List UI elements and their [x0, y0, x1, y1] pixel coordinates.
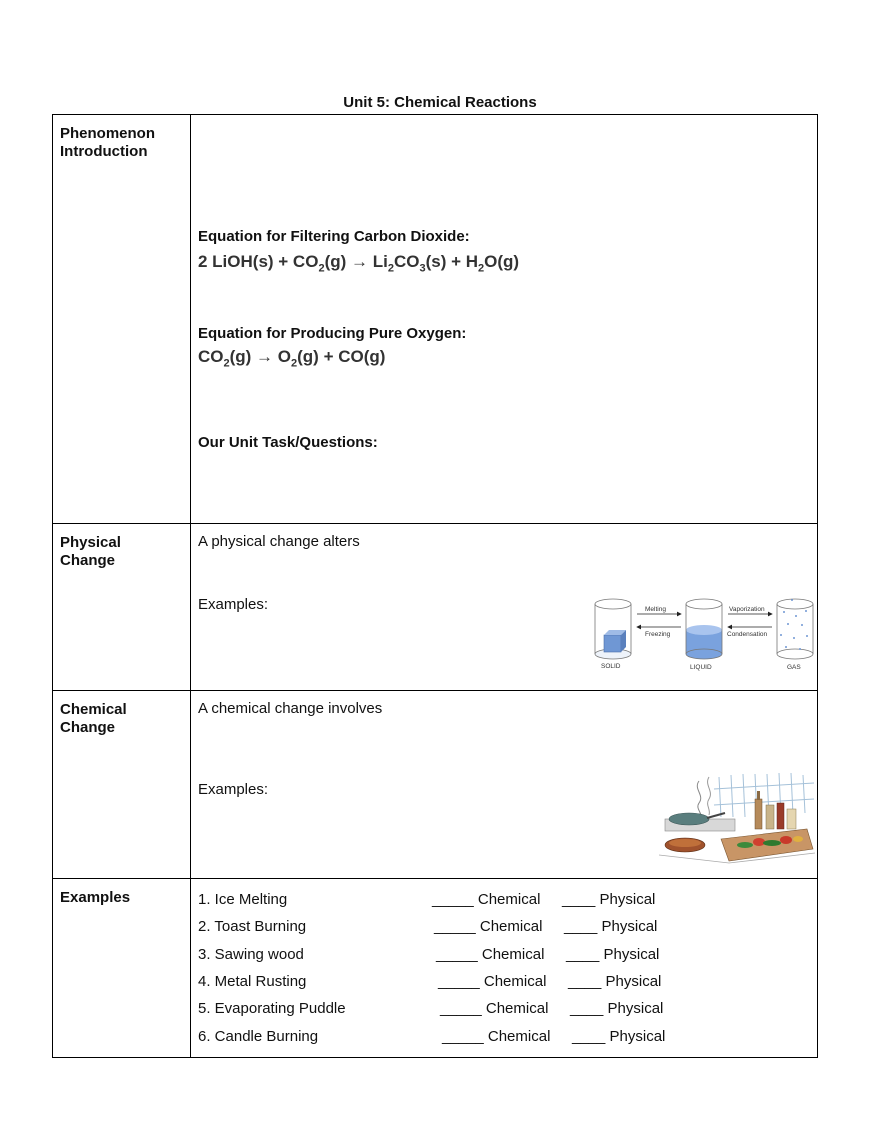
phenomenon-content — [191, 115, 818, 524]
physical-blank[interactable]: ____ Physical — [570, 1000, 664, 1018]
phenomenon-label-line2: Introduction — [60, 143, 148, 160]
melting-label: Melting — [645, 606, 666, 613]
example-text: 1. Ice Melting — [198, 891, 288, 909]
unit-table — [52, 114, 818, 1058]
ice-cube — [604, 635, 621, 652]
example-text: 6. Candle Burning — [198, 1027, 319, 1045]
physical-change-label — [53, 524, 191, 691]
condensation-label: Condensation — [727, 631, 768, 638]
physical-blank[interactable]: ____ Physical — [562, 891, 656, 909]
gas-label: GAS — [787, 664, 801, 671]
chemical-blank[interactable]: _____ Chemical — [432, 891, 541, 909]
example-text: 4. Metal Rusting — [198, 973, 307, 991]
solid-label: SOLID — [601, 663, 621, 670]
example-row — [198, 1022, 665, 1049]
physical-label-line2: Change — [60, 552, 116, 569]
examples-row — [53, 879, 818, 1058]
physical-change-row — [53, 524, 818, 691]
example-text: 5. Evaporating Puddle — [198, 1000, 346, 1018]
phase-change-diagram — [593, 594, 819, 672]
freezing-label: Freezing — [645, 631, 671, 638]
physical-blank[interactable]: ____ Physical — [572, 1027, 666, 1045]
example-row — [198, 913, 665, 940]
chemical-blank[interactable]: _____ Chemical — [436, 945, 545, 963]
phenomenon-label-line1: Phenomenon — [60, 125, 156, 142]
physical-label-line1: Physical — [60, 534, 121, 551]
bottle — [755, 799, 762, 829]
chemical-change-label — [53, 691, 191, 879]
chemical-label-line1: Chemical — [60, 701, 127, 718]
phenomenon-label — [53, 115, 191, 524]
example-text: 2. Toast Burning — [198, 918, 307, 936]
unit-task-heading: Our Unit Task/Questions: — [198, 434, 378, 451]
background-sketch-lines — [714, 773, 814, 817]
examples-content — [191, 879, 818, 1058]
solid-beaker — [595, 599, 631, 659]
steam — [697, 781, 701, 819]
physical-blank[interactable]: ____ Physical — [564, 918, 658, 936]
examples-list — [198, 886, 665, 1050]
vaporization-label: Vaporization — [729, 606, 765, 613]
cooking-scene-illustration — [659, 769, 819, 869]
physical-blank[interactable]: ____ Physical — [566, 945, 660, 963]
chemical-change-row — [53, 691, 818, 879]
chemical-label-line2: Change — [60, 719, 116, 736]
filter-equation-heading: Equation for Filtering Carbon Dioxide: — [198, 228, 470, 245]
physical-change-content — [191, 524, 818, 691]
example-row — [198, 968, 665, 995]
oxygen-equation-heading: Equation for Producing Pure Oxygen: — [198, 325, 467, 342]
chemical-blank[interactable]: _____ Chemical — [434, 918, 543, 936]
example-row — [198, 941, 665, 968]
example-row — [198, 886, 665, 913]
chemical-examples-label: Examples: — [198, 781, 269, 798]
gas-beaker — [777, 599, 813, 659]
physical-blank[interactable]: ____ Physical — [568, 973, 662, 991]
pan — [669, 813, 709, 825]
physical-change-prompt: A physical change alters — [198, 533, 360, 550]
chemical-blank[interactable]: _____ Chemical — [442, 1027, 551, 1045]
liquid-beaker — [686, 599, 722, 659]
oxygen-equation: $CO_2(g) \to O_2(g) + CO(g)$ — [198, 347, 386, 370]
filter-equation: 2 LiOH(s) + $CO_2(g) \to Li_2CO_3(s) + H_2O(g)$ — [198, 252, 520, 275]
example-text: 3. Sawing wood — [198, 945, 304, 963]
examples-label: Examples — [53, 879, 191, 1058]
chemical-change-content — [191, 691, 818, 879]
chemical-blank[interactable]: _____ Chemical — [438, 973, 547, 991]
example-row — [198, 995, 665, 1022]
phenomenon-row — [53, 115, 818, 524]
chemical-blank[interactable]: _____ Chemical — [440, 1000, 549, 1018]
chemical-change-prompt: A chemical change involves — [198, 700, 383, 717]
liquid-label: LIQUID — [690, 664, 712, 671]
physical-examples-label: Examples: — [198, 596, 269, 613]
page-title: Unit 5: Chemical Reactions — [343, 94, 537, 111]
gas-particles — [780, 599, 808, 650]
